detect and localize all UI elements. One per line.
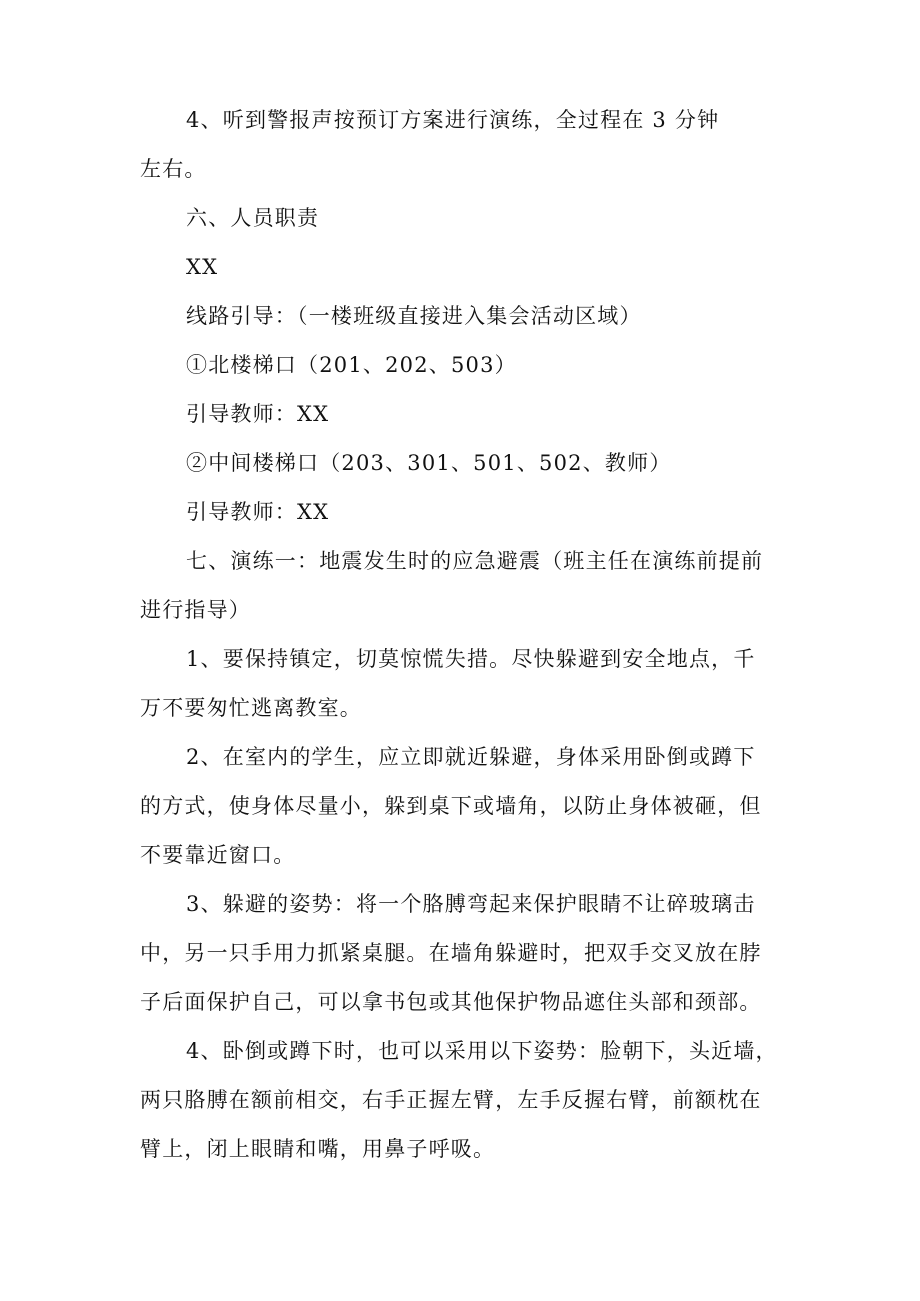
paragraph-line: 4、听到警报声按预订方案进行演练，全过程在 3 分钟 [186, 108, 720, 132]
paragraph-line: 两只胳膊在额前相交，右手正握左臂，左手反握右臂，前额枕在 [140, 1088, 762, 1112]
paragraph-line: 3、躲避的姿势：将一个胳膊弯起来保护眼睛不让碎玻璃击 [186, 892, 756, 916]
paragraph-line: 万不要匆忙逃离教室。 [140, 696, 362, 720]
paragraph-line: ②中间楼梯口（203、301、501、502、教师） [186, 451, 672, 475]
drill-step-4 [140, 1027, 790, 1174]
paragraph-line: 引导教师：XX [186, 500, 330, 524]
north-stairway [140, 341, 790, 390]
paragraph-line: 线路引导：（一楼班级直接进入集会活动区域） [186, 304, 642, 328]
paragraph-line: ①北楼梯口（201、202、503） [186, 353, 517, 377]
paragraph-line: 1、要保持镇定，切莫惊慌失措。尽快躲避到安全地点，千 [186, 647, 756, 671]
paragraph-line: 引导教师：XX [186, 402, 330, 426]
heading-text: 六、人员职责 [186, 206, 320, 230]
paragraph-line: 臂上，闭上眼睛和嘴，用鼻子呼吸。 [140, 1137, 496, 1161]
paragraph-line: 4、卧倒或蹲下时，也可以采用以下姿势：脸朝下，头近墙， [186, 1039, 778, 1063]
paragraph-line: 中，另一只手用力抓紧桌腿。在墙角躲避时，把双手交叉放在脖 [140, 941, 762, 965]
paragraph-line: 子后面保护自己，可以拿书包或其他保护物品遮住头部和颈部。 [140, 990, 762, 1014]
paragraph-step-4 [140, 96, 790, 194]
section-heading-personnel [140, 194, 790, 243]
paragraph-line: 不要靠近窗口。 [140, 843, 296, 867]
paragraph-line: XX [186, 255, 219, 279]
drill-step-2 [140, 733, 790, 880]
drill-step-1 [140, 635, 790, 733]
section-heading-drill-one [140, 537, 790, 635]
guide-teacher-2 [140, 488, 790, 537]
guide-teacher-1 [140, 390, 790, 439]
middle-stairway [140, 439, 790, 488]
paragraph-line: 进行指导） [140, 598, 251, 622]
paragraph-line: 左右。 [140, 157, 207, 181]
paragraph-line: 2、在室内的学生，应立即就近躲避，身体采用卧倒或蹲下 [186, 745, 756, 769]
route-guidance [140, 292, 790, 341]
drill-step-3 [140, 880, 790, 1027]
paragraph-line: 七、演练一：地震发生时的应急避震（班主任在演练前提前 [186, 549, 764, 573]
paragraph-line: 的方式，使身体尽量小，躲到桌下或墙角，以防止身体被砸，但 [140, 794, 762, 818]
personnel-name [140, 243, 790, 292]
document-page [140, 96, 790, 1174]
